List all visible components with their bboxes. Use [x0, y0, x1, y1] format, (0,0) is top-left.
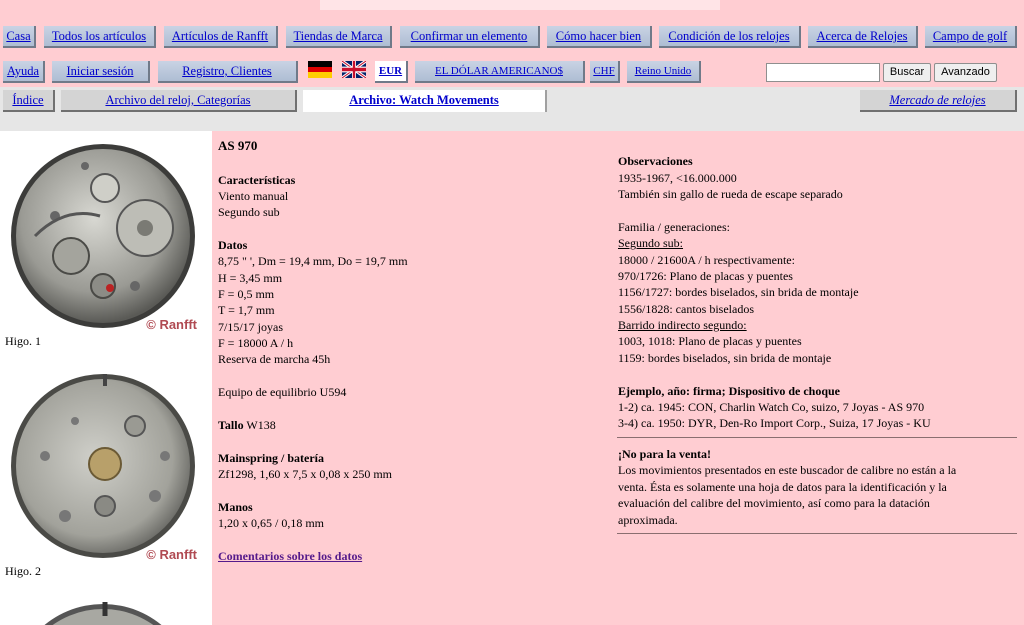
caliber-title: AS 970	[218, 138, 258, 153]
divider	[617, 533, 1017, 534]
nav-como-hacer-bien[interactable]: Cómo hacer bien	[547, 26, 652, 48]
example-line: 1-2) ca. 1945: CON, Charlin Watch Co, suizo, 7 Joyas - AS 970	[618, 400, 925, 414]
region-uk[interactable]: Reino Unido	[627, 61, 701, 83]
disclaimer-line: evaluación del calibre del movimiento, así como para la datación	[618, 496, 930, 510]
advanced-search-button[interactable]: Avanzado	[934, 63, 997, 82]
family-line: 18000 / 21600A / h respectivamente:	[618, 253, 795, 267]
nav-tiendas-marca[interactable]: Tiendas de Marca	[286, 26, 392, 48]
mainspring-value: Zf1298, 1,60 x 7,5 x 0,08 x 250 mm	[218, 467, 392, 481]
flag-germany-icon[interactable]	[308, 61, 332, 78]
currency-usd[interactable]: EL DÓLAR AMERICANO$	[415, 61, 585, 83]
observation-line: 1935-1967, <16.000.000	[618, 171, 737, 185]
family-line: 1159: bordes biselados, sin brida de montaje	[618, 351, 832, 365]
disclaimer-line: venta. Ésta es solamente una hoja de datos para la identificación y la	[618, 480, 947, 494]
watermark: © Ranfft	[146, 547, 197, 562]
family-line: 970/1726: Plano de placas y puentes	[618, 269, 793, 283]
data-line: 8,75 " ', Dm = 19,4 mm, Do = 19,7 mm	[218, 254, 408, 268]
movement-dial-3-graphic	[5, 596, 201, 625]
movement-photo-2[interactable]	[5, 366, 201, 562]
disclaimer-line: Los movimientos presentados en este buscador de calibre no están a la	[618, 463, 957, 477]
tab-archivo-categorias[interactable]: Archivo del reloj, Categorías	[61, 90, 297, 112]
comments-link[interactable]: Comentarios sobre los datos	[218, 549, 363, 563]
movement-photo-1[interactable]	[5, 136, 201, 332]
data-line: F = 0,5 mm	[218, 287, 275, 301]
currency-chf[interactable]: CHF	[590, 61, 620, 83]
tab-indice[interactable]: Índice	[3, 90, 55, 112]
data-line: Reserva de marcha 45h	[218, 352, 331, 366]
nav-ayuda[interactable]: Ayuda	[3, 61, 45, 83]
tab-watch-movements[interactable]: Archivo: Watch Movements	[303, 90, 547, 112]
stem-line	[218, 417, 276, 433]
tab-mercado-relojes[interactable]: Mercado de relojes	[860, 90, 1017, 112]
characteristic-item: Segundo sub	[218, 205, 280, 219]
data-line: F = 18000 A / h	[218, 336, 294, 350]
data-line: H = 3,45 mm	[218, 271, 283, 285]
photo-caption: Higo. 2	[5, 564, 41, 578]
data-line: T = 1,7 mm	[218, 303, 275, 317]
nav-iniciar-sesion[interactable]: Iniciar sesión	[52, 61, 150, 83]
balance-line: Equipo de equilibrio U594	[218, 385, 347, 399]
nav-articulos-ranfft[interactable]: Artículos de Ranfft	[164, 26, 278, 48]
observations-column	[614, 131, 1024, 625]
mainspring-heading: Mainspring / batería	[218, 451, 325, 465]
data-line: 7/15/17 joyas	[218, 320, 283, 334]
stem-value: W138	[246, 418, 276, 432]
family-line: 1003, 1018: Plano de placas y puentes	[618, 334, 802, 348]
photo-caption: Higo. 1	[5, 334, 41, 348]
data-heading: Datos	[218, 238, 248, 252]
nav-campo-golf[interactable]: Campo de golf	[925, 26, 1017, 48]
watermark: © Ranfft	[146, 317, 197, 332]
flag-uk-icon[interactable]	[342, 61, 366, 78]
hands-heading: Manos	[218, 500, 253, 514]
nav-todos-articulos[interactable]: Todos los artículos	[44, 26, 156, 48]
movement-dial-2-graphic	[5, 366, 201, 562]
movement-photo-3[interactable]	[5, 596, 201, 625]
union-jack-graphic	[342, 61, 366, 78]
sub-seconds-heading: Segundo sub:	[618, 236, 684, 250]
observations-heading: Observaciones	[618, 154, 693, 168]
disclaimer-line: aproximada.	[618, 513, 678, 527]
search-button[interactable]: Buscar	[883, 63, 931, 82]
stem-label: Tallo	[218, 418, 244, 432]
not-for-sale-heading: ¡No para la venta!	[618, 447, 711, 461]
top-strip	[320, 0, 720, 10]
family-line: 1156/1727: bordes biselados, sin brida de montaje	[618, 285, 859, 299]
nav-registro-clientes[interactable]: Registro, Clientes	[158, 61, 298, 83]
example-line: 3-4) ca. 1950: DYR, Den-Ro Import Corp., Suiza, 17 Joyas - KU	[618, 416, 931, 430]
nav-acerca-relojes[interactable]: Acerca de Relojes	[808, 26, 918, 48]
family-line: 1556/1828: cantos biselados	[618, 302, 754, 316]
characteristics-heading: Características	[218, 173, 296, 187]
characteristic-item: Viento manual	[218, 189, 289, 203]
nav-confirmar-elemento[interactable]: Confirmar un elemento	[400, 26, 540, 48]
hands-value: 1,20 x 0,65 / 0,18 mm	[218, 516, 325, 530]
nav-casa[interactable]: Casa	[3, 26, 36, 48]
observation-line: También sin gallo de rueda de escape separado	[618, 187, 843, 201]
nav-condicion-relojes[interactable]: Condición de los relojes	[659, 26, 801, 48]
indirect-seconds-heading: Barrido indirecto segundo:	[618, 318, 747, 332]
movement-dial-1-graphic	[5, 136, 201, 332]
search-input[interactable]	[766, 63, 880, 82]
currency-eur[interactable]: EUR	[375, 61, 408, 83]
family-heading: Familia / generaciones:	[618, 220, 730, 234]
divider	[617, 437, 1017, 438]
examples-heading: Ejemplo, año: firma; Dispositivo de choque	[618, 384, 840, 398]
